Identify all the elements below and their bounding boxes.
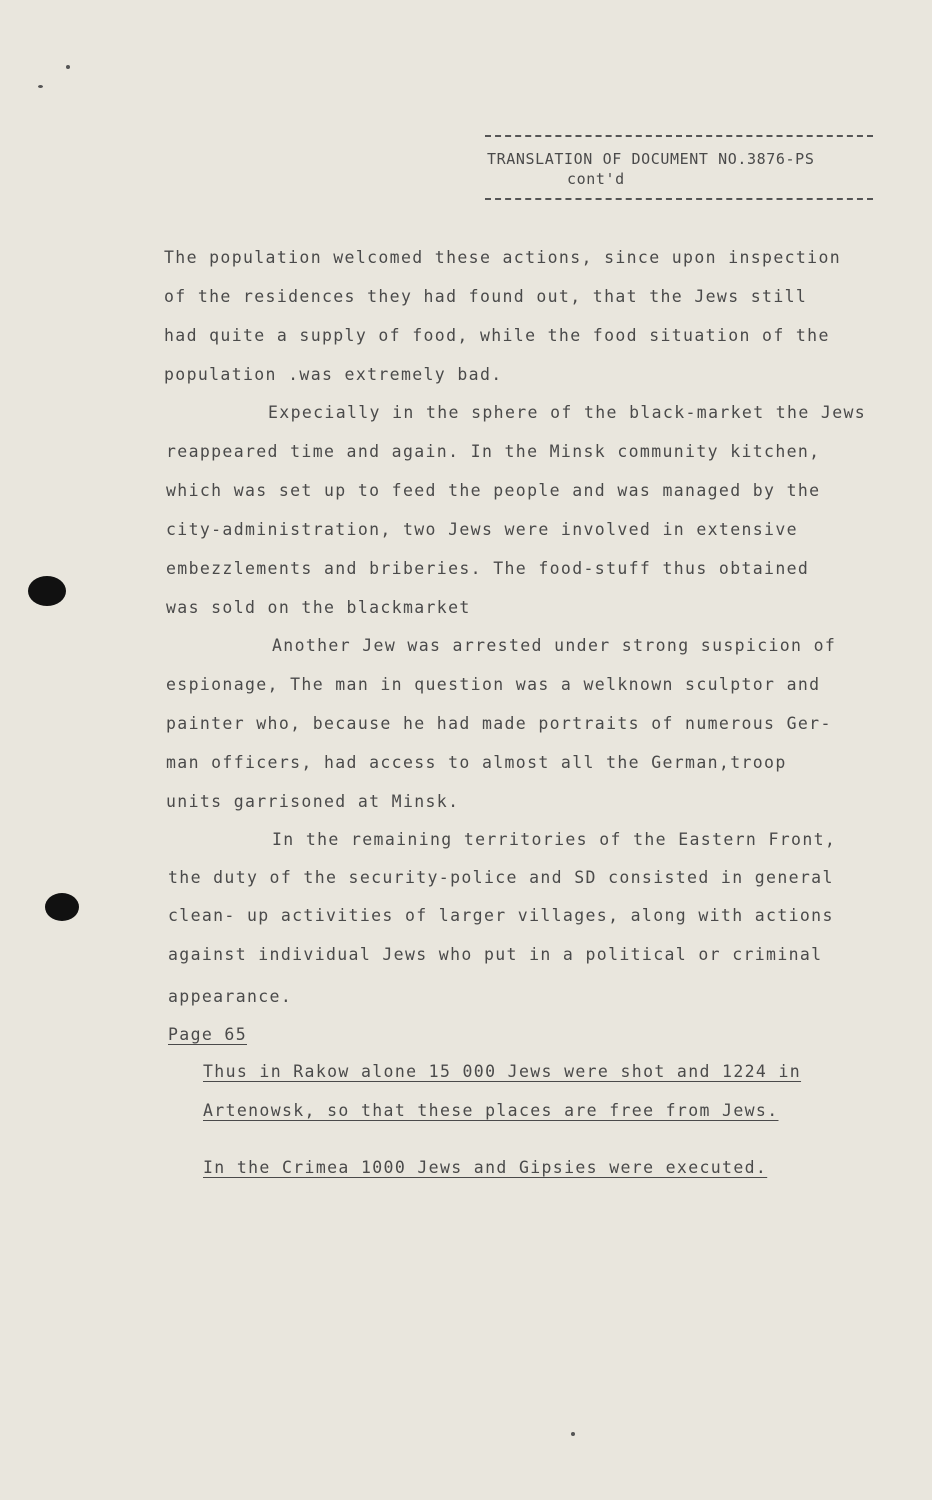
body-line: embezzlements and briberies. The food-stuff thus obtained	[166, 559, 810, 578]
body-line: In the remaining territories of the Eastern Front,	[272, 830, 837, 849]
quoted-line: Thus in Rakow alone 15 000 Jews were shot and 1224 in	[203, 1062, 802, 1081]
header-rule-bottom	[485, 198, 873, 200]
body-line: city-administration, two Jews were involved in extensive	[166, 520, 798, 539]
body-line: units garrisoned at Minsk.	[166, 792, 460, 811]
body-line: appearance.	[168, 987, 293, 1006]
body-line: which was set up to feed the people and was managed by the	[166, 481, 821, 500]
body-line: was sold on the blackmarket	[166, 598, 471, 617]
body-line: The population welcomed these actions, since upon inspection	[164, 248, 842, 267]
document-continued-label: cont'd	[567, 170, 625, 188]
body-line: man officers, had access to almost all the German,troop	[166, 753, 787, 772]
body-line: of the residences they had found out, that the Jews still	[164, 287, 808, 306]
body-line: population .was extremely bad.	[164, 365, 503, 384]
body-line: clean- up activities of larger villages, along with actions	[168, 906, 834, 925]
body-line: Expecially in the sphere of the black-market the Jews	[268, 403, 867, 422]
body-line: against individual Jews who put in a political or criminal	[168, 945, 823, 964]
punch-hole	[28, 576, 66, 606]
quoted-line: In the Crimea 1000 Jews and Gipsies were executed.	[203, 1158, 768, 1177]
body-line: had quite a supply of food, while the food situation of the	[164, 326, 830, 345]
paper-speck	[571, 1432, 575, 1436]
header-rule-top	[485, 135, 873, 137]
body-line: espionage, The man in question was a welknown sculptor and	[166, 675, 821, 694]
body-line: painter who, because he had made portraits of numerous Ger-	[166, 714, 832, 733]
body-line: the duty of the security-police and SD consisted in general	[168, 868, 834, 887]
page-reference: Page 65	[168, 1025, 247, 1044]
paper-speck	[38, 85, 43, 88]
body-line: Another Jew was arrested under strong suspicion of	[272, 636, 837, 655]
body-line: reappeared time and again. In the Minsk community kitchen,	[166, 442, 821, 461]
document-title: TRANSLATION OF DOCUMENT NO.3876-PS	[487, 150, 815, 168]
paper-speck	[66, 65, 70, 69]
punch-hole	[45, 893, 79, 921]
quoted-line: Artenowsk, so that these places are free from Jews.	[203, 1101, 779, 1120]
